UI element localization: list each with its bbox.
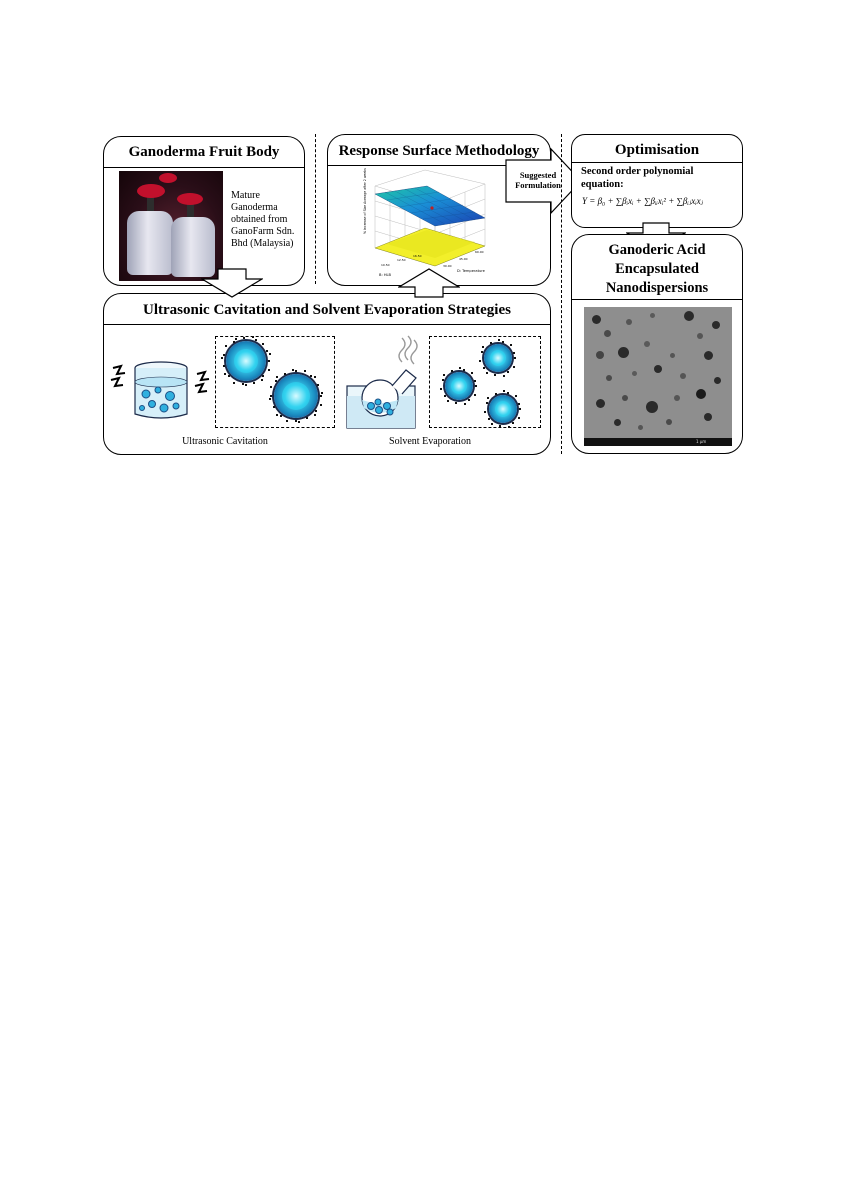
surfactant-tick [314,376,316,378]
caption-line: Bhd (Malaysia) [231,238,294,249]
surfactant-tick [269,353,271,355]
surfactant-tick [320,395,322,397]
surfactant-tick [494,374,496,376]
title-line: Ganoderic Acid [608,242,706,258]
surfactant-tick [273,406,275,408]
surfactant-tick [298,421,300,423]
surfactant-tick [444,395,446,397]
surfactant-tick [491,423,493,425]
optimisation-text: Second order polynomial equation: [581,166,694,190]
surfactant-tick [442,379,444,381]
surfactant-tick [484,411,486,413]
caption-line: obtained from [231,214,288,225]
surfactant-tick [315,410,317,412]
caption-line: GanoFarm Sdn. [231,226,295,237]
nanoparticle-sphere [445,372,473,400]
up-arrow-to-rsm [398,268,460,298]
plot-y-tick: 60.00 [475,250,484,254]
surfactant-tick [513,366,515,368]
surfactant-tick [474,380,476,382]
surfactant-tick [443,374,445,376]
surfactant-tick [262,375,264,377]
surfactant-tick [486,402,488,404]
surfactant-tick [512,422,514,424]
label-ultrasonic-cavitation: Ultrasonic Cavitation [182,436,268,447]
panel-title-fruit-body: Ganoderma Fruit Body [128,144,280,160]
surfactant-tick [266,350,268,352]
surfactant-tick [487,397,489,399]
ganoderma-photo [119,171,223,281]
em-info-bar [584,438,732,446]
surfactant-tick [483,367,485,369]
surfactant-tick [498,339,500,341]
surfactant-tick [284,373,286,375]
caption-line: Mature [231,190,260,201]
surfactant-tick [270,395,272,397]
plot-y-axis-label: D: Temperature [457,269,485,273]
surfactant-tick [286,420,288,422]
surfactant-tick [475,385,477,387]
surfactant-tick [224,373,226,375]
surfactant-tick [223,354,225,356]
surfactant-tick [295,420,297,422]
plot-z-axis-label: % increase of Size Average after 2 weeks [363,168,367,234]
surfactant-tick [459,367,461,369]
surfactant-tick [243,337,245,339]
surfactant-tick [268,369,270,371]
label-solvent-evaporation: Solvent Evaporation [389,436,471,447]
title-line: Nanodispersions [605,280,709,296]
caption-line: Ganoderma [231,202,278,213]
nanoparticle-sphere [274,374,318,418]
polynomial-formula: Y = β₀ + ∑βᵢxᵢ + ∑βᵢᵢxᵢ² + ∑βᵢⱼxᵢxⱼ [582,196,704,206]
surfactant-tick [440,388,442,390]
surfactant-tick [471,372,473,374]
panel-title-optimisation: Optimisation [614,142,700,158]
panel-title-ganoderic [572,241,742,298]
surfactant-tick [306,417,308,419]
surfactant-tick [292,369,294,371]
nanoparticle-sphere [484,344,512,372]
separator-left [315,134,316,284]
plot-x-tick: 10.50 [381,263,390,267]
divider [104,167,304,168]
ultrasonic-bath-icon [106,356,212,424]
nanoparticle-sphere [489,395,517,423]
surfactant-tick [513,352,515,354]
surfactant-tick [270,386,272,388]
surfactant-tick [304,370,306,372]
surfactant-tick [503,375,505,377]
surfactant-tick [479,360,481,362]
surfactant-tick [495,393,497,395]
surfactant-tick [280,415,282,417]
surfactant-tick [276,376,278,378]
surfactant-tick [518,403,520,405]
surfactant-tick [518,417,520,419]
surfactant-tick [515,395,517,397]
surfactant-tick [474,394,476,396]
surfactant-tick [233,382,235,384]
plot-y-tick: 45.00 [459,257,468,261]
down-arrow-fruit-body [201,268,263,298]
panel-optimisation [571,134,743,228]
suggested-formulation-label: Suggested Formulation [515,170,561,190]
panel-title-strategies: Ultrasonic Cavitation and Solvent Evaporation Strategies [143,302,511,318]
surfactant-tick [321,392,323,394]
surfactant-tick [463,369,465,371]
surfactant-tick [519,408,521,410]
surfactant-tick [255,339,257,341]
surfactant-tick [468,399,470,401]
surfactant-tick [223,365,225,367]
fruit-body-caption [231,190,301,250]
surfactant-tick [295,370,297,372]
surfactant-tick [320,404,322,406]
surfactant-tick [481,351,483,353]
em-micrograph [584,307,732,446]
surfactant-tick [514,357,516,359]
divider [572,299,742,300]
surfactant-tick [508,426,510,428]
plot-x-tick: 12.50 [397,258,406,262]
surfactant-tick [486,372,488,374]
surfactant-tick [253,382,255,384]
nanoparticle-sphere [226,341,266,381]
surfactant-tick [245,384,247,386]
response-surface-plot [335,166,510,281]
plot-y-tick: 30.00 [443,264,452,268]
surfactant-tick [482,346,484,348]
surfactant-tick [275,380,277,382]
surfactant-tick [507,371,509,373]
divider [104,324,550,325]
surfactant-tick [221,357,223,359]
title-line: Encapsulated [615,261,699,277]
surfactant-tick [242,383,244,385]
plot-x-tick: 16.50 [413,254,422,258]
surfactant-tick [503,390,505,392]
surfactant-tick [235,338,237,340]
surfactant-tick [314,414,316,416]
surfactant-tick [490,342,492,344]
surfactant-tick [464,403,466,405]
surfactant-tick [502,341,504,343]
surfactant-tick [252,336,254,338]
surfactant-tick [310,375,312,377]
surfactant-tick [499,425,501,427]
surfactant-tick [488,418,490,420]
surfactant-tick [510,344,512,346]
surfactant-tick [507,392,509,394]
surfactant-tick [228,375,230,377]
surfactant-tick [261,379,263,381]
surfactant-tick [451,370,453,372]
surfactant-tick [317,384,319,386]
surfactant-tick [276,414,278,416]
plot-x-axis-label: B: HLB [379,273,391,277]
em-scale-bar-label: 1 µm [696,439,707,444]
solvent-evaporation-flask-icon [344,334,424,430]
separator-right [561,134,562,454]
surfactant-tick [269,398,271,400]
panel-title-rsm: Response Surface Methodology [338,143,540,159]
surfactant-tick [447,400,449,402]
divider [572,162,742,163]
surfactant-tick [262,343,264,345]
surfactant-tick [268,360,270,362]
surfactant-tick [225,345,227,347]
surfactant-tick [233,341,235,343]
surfactant-tick [455,402,457,404]
